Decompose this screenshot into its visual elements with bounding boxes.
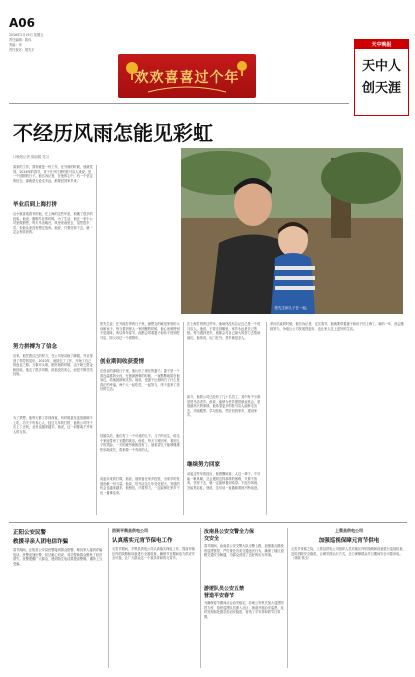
brief-mid3-body: 为确保春节期间社会治安稳定，各地公安机关加大巡逻防控力度，组织巡逻队员深入社区、街道开展治安巡逻，及时发现和处置各类治安隐患，营造了平安祥和的节日氛围。 [204, 601, 284, 619]
col2-low2: 说起未来的打算，他说，他准备在家乡投资，为家乡的发展贡献一份力量。他说，驻马店这几年变化很大，发展的机会也越来越多，他相信，只要努力，一定能够在家乡干出一番事业来。 [100, 477, 180, 495]
brief-right [291, 528, 407, 665]
section-title-3: 创业期间收获爱情 [100, 359, 145, 365]
section-title-2: 努力拼搏为了信念 [13, 344, 58, 350]
brand-big-line1: 天中人 [361, 59, 401, 74]
col3-mid: 如今，他的公司已经有了几十名员工，其中有不少都是驻马店老乡。他说，能够为老乡提供就业机会，是他最高兴的事情。他希望更多的驻马店人能够走出去，开阔眼界，学习经验，然后回到家乡，建设家乡。 [187, 395, 261, 418]
brief-right-body: 元宵节来临之际，上蔡县供电公司组织人员对辖区内的线路和设备进行巡视检查，及时消除安全隐患，合理安排运行方式，全力保障群众节日期间安全可靠用电。（刘晓 郭玉） [291, 547, 406, 561]
brief-left-title: 正阳公安民警 [13, 530, 47, 536]
photo-caption: 张先生和儿子在一起。 [274, 306, 310, 310]
brief-mid1-title: 认真落实元宵节保电工作 [112, 538, 173, 544]
brand-big-line2: 创天涯 [361, 81, 401, 96]
col1-low2: 为了梦想，他每天都工作到深夜，有时候甚至连饭都顾不上吃。功夫不负有心人，经过几年的打拼，他的公司终于走上了正轨，业务也越来越多。他说，这一切都离不开家人的支持。 [13, 416, 93, 434]
col2-top: 张先生说，在外面打拼的日子里，最想念的就是家里的父母和孩子。每当看到别人一家团聚的时候，他心里就特别不是滋味。所以每年春节，他都会带着妻子和孩子回到驻马店，陪父母过一个团圆年。 [100, 322, 180, 340]
meta-line-editor: 责任编辑：陈伟 [9, 38, 32, 42]
brief-left [13, 528, 105, 666]
col-divider-3 [266, 322, 267, 515]
brief-mid2 [204, 528, 284, 584]
brief-mid3-title: 游逻队员公安五禁 [204, 586, 245, 592]
festival-banner [118, 54, 256, 98]
bottom-divider-1 [108, 528, 109, 668]
brief-mid1-tag: 回到平舆县供电公司 [112, 528, 148, 533]
meta-line-date: 2016年2月19日 星期五 [9, 33, 44, 37]
brief-mid3-subtitle: 营造平安春节 [204, 593, 235, 599]
brief-left-subtitle: 救援寻亲人团电信诈骗 [13, 539, 69, 545]
bottom-divider-3 [287, 528, 288, 668]
page-code: A06 [9, 16, 35, 30]
col1-mid: 从小就喜欢看书的他，在上海的这些年里，积累了很多的经验。他说，刚刚毕业的时候，为了生活，他在一家小公司里做销售，每天早出晚归，风里来雨里去，虽然很辛苦，但他从来没有想过放弃。他说，只要坚持下去，就一定会有收获的。 [13, 212, 93, 235]
meta-line-design: 美编：李 [9, 43, 22, 47]
banner-text: 欢欢喜喜过个年 [134, 70, 240, 86]
section-title-4: 继续努力回家 [187, 462, 221, 468]
issue-meta [9, 33, 71, 53]
bottom-divider-2 [200, 528, 201, 668]
headline: 不经历风雨怎能见彩虹 [13, 121, 213, 145]
col-divider-2 [183, 322, 184, 515]
brief-mid1-body: 元宵节期间，平舆县供电公司认真落实保电工作，提前对辖区内的线路和设备进行全面检查，确保节日期间电力供应安全可靠，让广大群众过一个欢乐祥和的元宵节。 [112, 547, 195, 561]
brief-mid2-body: 春节期间，汝南县公安交警大队全警上路，加强重点路段的巡逻管控，严厉查处各类交通违法行为，确保了辖区道路交通安全畅通，为群众营造了良好的出行环境。 [204, 544, 284, 558]
brand-small: 天中晚报 [355, 40, 408, 49]
bottom-rule [9, 522, 407, 523]
brand-box [354, 39, 409, 116]
brief-right-tag: 上蔡县供电公司 [335, 528, 363, 533]
family-photo [181, 148, 403, 314]
byline: 口晚报记者 陈丽娟 见习 [13, 155, 50, 159]
header-rule [9, 103, 349, 104]
col2-mid: 在创业的那段日子里，他认识了现在的妻子。妻子是一个善良温柔的女孩，在他最困难的时候，一直默默地陪在他身边，给他鼓励和支持。他说，是妻子让他明白了什么是真正的幸福。两个人一起吃苦，一起努力，终于迎来了美好的生活。 [100, 369, 180, 392]
col3-low: 谈起这些年的经历，他感慨地说，人这一辈子，不可能一帆风顺，总会遇到这样那样的困难，只要不放弃，坚持下去，就一定能够看到希望。不经历风雨，怎能见彩虹。他说，这句话一直激励着他不断前进。 [187, 472, 261, 490]
brief-left-body: 春节期间，正阳县公安局民警接到群众报警，称其家人接到诈骗电话。民警迅速出警，经过耐心劝说，成功帮助群众避免了经济损失。民警提醒广大群众，遇到陌生电话要提高警惕，谨防上当受骗。 [13, 548, 103, 566]
family-photo-icon [181, 148, 403, 314]
col3-low2: 采访结束的时候，他告诉记者，过完春节，他就要带着妻子和孩子回上海了。新的一年，他会继续努力，争取让公司发展得更好，也让家人过上更好的生活。 [270, 322, 404, 331]
brief-mid2-title: 汝南县公安交警全力保 [204, 529, 255, 535]
col1-intro: 原来的工作，我有就是一份工作，在外面的时候，他就觉得，2016年的春节，对于在外打拼的驻马店人来说，是一个团圆的日子。他告诉记者，在他的心中，有一个坚定的信念，那就是无论走多远，都要回到家乡来。 [13, 165, 93, 183]
col1-low: 后来，他凭着自己的努力，在公司里站稳了脚跟，并且得到了领导的赏识。2010年，他辞去了工作，开始了自己的创业之路。万事开头难，刚开始的时候，由于缺乏资金和经验，他走了很多弯路，但他没有灰心，而是不断总结经验。 [13, 354, 93, 377]
col2-low: 结婚以后，他们有了一个可爱的儿子。儿子的出生，给这个家庭带来了无限的欢乐。他说，每天下班回家，看到儿子的笑脸，一天的疲劳就都没有了。他希望儿子能够健康快乐地成长，将来做一个有用的人。 [100, 434, 180, 452]
brief-mid2-subtitle: 交安全 [204, 536, 220, 542]
brief-right-title: 加强巡视保障元宵节供电 [318, 538, 380, 544]
col-divider-1 [96, 165, 97, 515]
brief-mid3 [204, 585, 284, 671]
brief-mid1 [112, 528, 197, 665]
section-title-1: 毕业后到上海打拼 [13, 202, 58, 208]
col3-top: 在上海打拼的这些年，他始终没有忘记自己是一个驻马店人。他说，不管走到哪里，家乡永远是自己的根。每当遇到老乡，他都会尽自己最大的努力去帮助他们。他常说，出门在外，老乡就是亲人。 [187, 322, 261, 340]
meta-line-proof: 责任校对：胡先平 [9, 48, 35, 52]
